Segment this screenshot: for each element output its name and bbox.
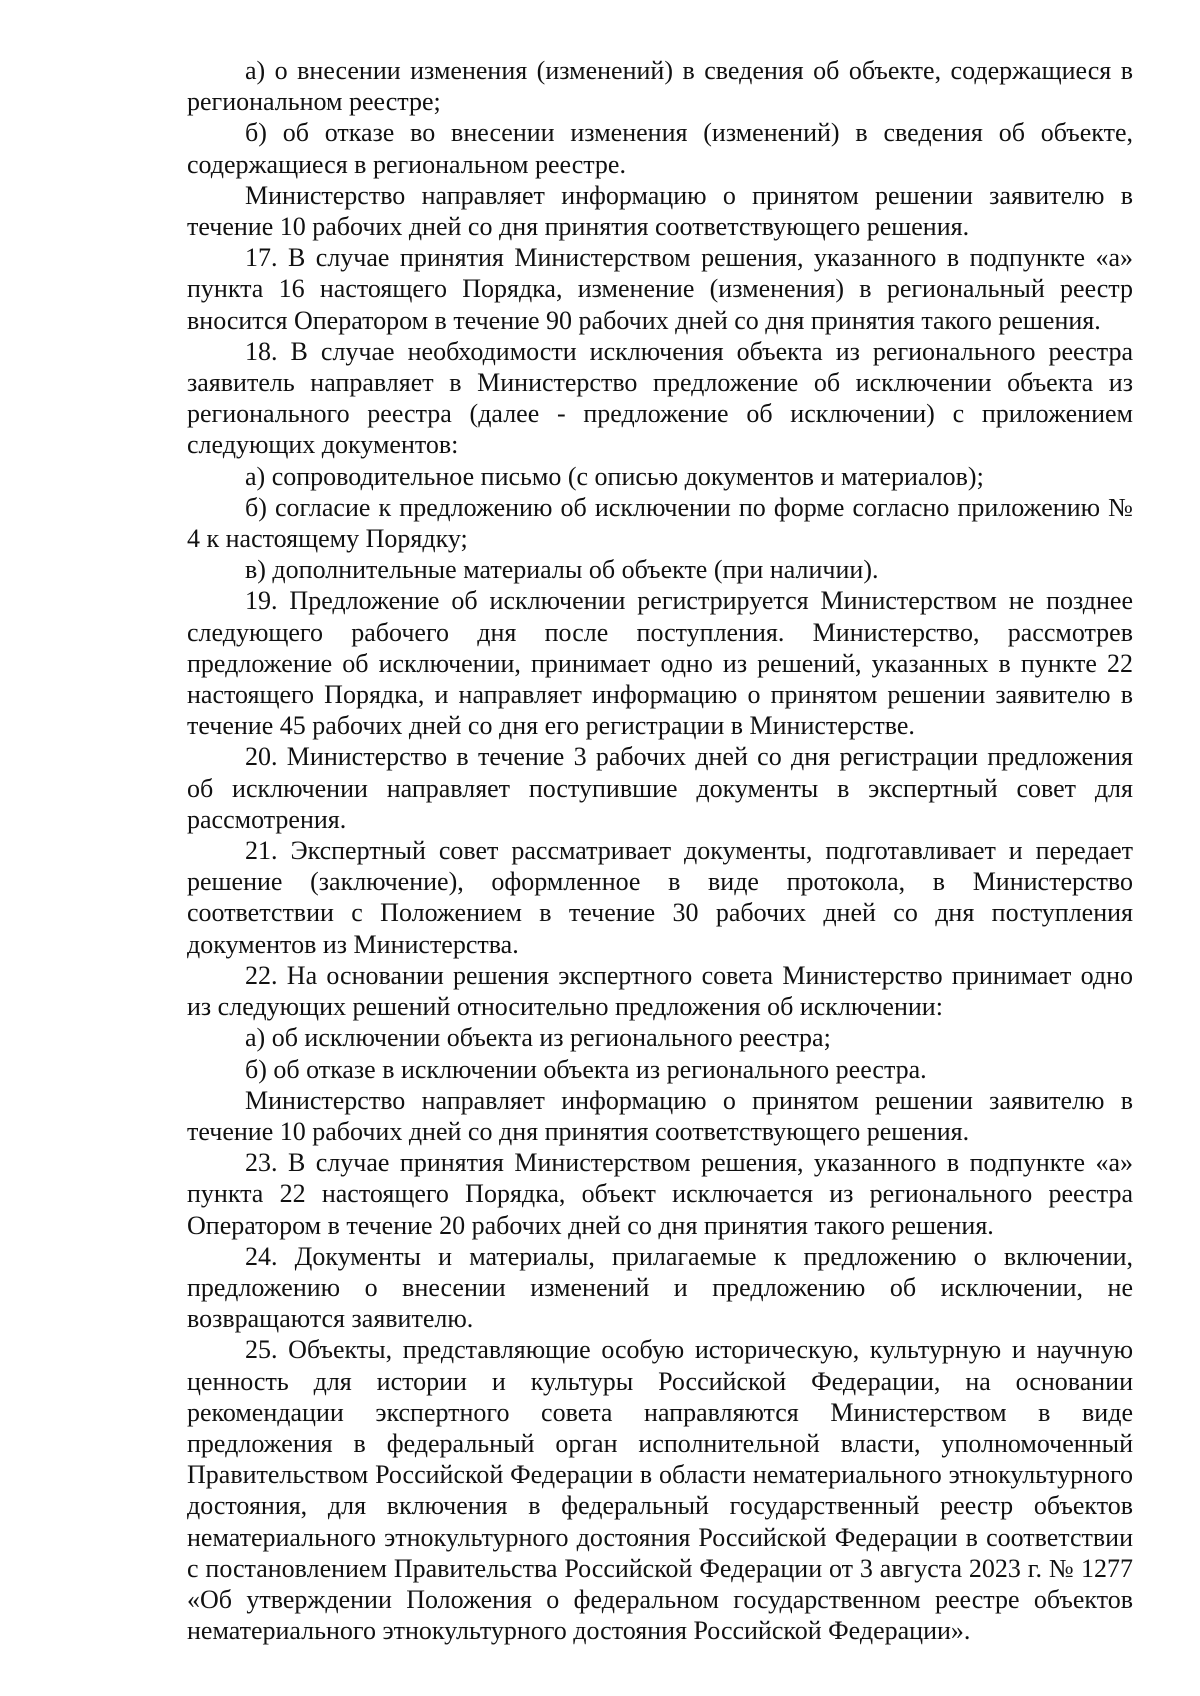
paragraph-21: 21. Экспертный совет рассматривает документы, подготавливает и передает решение (заключение), оформленное в виде протокола, в Министерство соответствии с Положением в течение 30 рабочих дней со дня поступления документов из Министерства. xyxy=(187,836,1133,959)
paragraph-item-b-refuse-amend: б) об отказе во внесении изменения (изменений) в сведения об объекте, содержащиеся в региональном реестре. xyxy=(187,118,1133,179)
paragraph-22-item-a: а) об исключении объекта из регионального реестра; xyxy=(245,1023,831,1053)
paragraph-18-item-c: в) дополнительные материалы об объекте (при наличии). xyxy=(245,555,879,585)
paragraph-notify-exclusion: Министерство направляет информацию о принятом решении заявителю в течение 10 рабочих дней со дня принятия соответствующего решения. xyxy=(187,1085,1133,1146)
paragraph-notify-amend: Министерство направляет информацию о принятом решении заявителю в течение 10 рабочих дней со дня принятия соответствующего решения. xyxy=(187,180,1133,242)
paragraph-18-item-b: б) согласие к предложению об исключении по форме согласно приложению № 4 к настоящему Порядку; xyxy=(187,492,1133,554)
paragraph-24: 24. Документы и материалы, прилагаемые к предложению о включении, предложению о внесении изменений и предложению об исключении, не возвращаются заявителю. xyxy=(187,1241,1133,1334)
document-body xyxy=(187,55,1133,1646)
paragraph-18-item-a: а) сопроводительное письмо (с описью документов и материалов); xyxy=(245,461,984,491)
paragraph-item-a-amend: а) о внесении изменения (изменений) в сведения об объекте, содержащиеся в региональном реестре; xyxy=(187,56,1133,117)
paragraph-22: 22. На основании решения экспертного совета Министерство принимает одно из следующих решений относительно предложения об исключении: xyxy=(187,960,1133,1022)
paragraph-22-item-b: б) об отказе в исключении объекта из регионального реестра. xyxy=(245,1054,927,1084)
paragraph-25: 25. Объекты, представляющие особую историческую, культурную и научную ценность для истории и культуры Российской Федерации, на основании рекомендации экспертного совета направляются Министерством в виде предложения в федеральный орган исполнительной власти, уполномоченный Правительством Российской Федерации в области нематериального этнокультурного достояния, для включения в федеральный государственный реестр объектов нематериального этнокультурного достояния Российской Федерации в соответствии с постановлением Правительства Российской Федерации от 3 августа 2023 г. № 1277 «Об утверждении Положения о федеральном государственном реестре объектов нематериального этнокультурного достояния Российской Федерации». xyxy=(187,1335,1133,1646)
paragraph-18: 18. В случае необходимости исключения объекта из регионального реестра заявитель направляет в Министерство предложение об исключении объекта из регионального реестра (далее - предложение об исключении) с приложением следующих документов: xyxy=(187,336,1133,460)
paragraph-19: 19. Предложение об исключении регистрируется Министерством не позднее следующего рабочего дня после поступления. Министерство, рассмотрев предложение об исключении, принимает одно из решений, указанных в пункте 22 настоящего Порядка, и направляет информацию о принятом решении заявителю в течение 45 рабочих дней со дня его регистрации в Министерстве. xyxy=(187,586,1133,741)
paragraph-23: 23. В случае принятия Министерством решения, указанного в подпункте «а» пункта 22 настоящего Порядка, объект исключается из регионального реестра Оператором в течение 20 рабочих дней со дня принятия такого решения. xyxy=(187,1148,1133,1240)
paragraph-20: 20. Министерство в течение 3 рабочих дней со дня регистрации предложения об исключении направляет поступившие документы в экспертный совет для рассмотрения. xyxy=(187,742,1133,834)
paragraph-17: 17. В случае принятия Министерством решения, указанного в подпункте «а» пункта 16 настоящего Порядка, изменение (изменения) в региональный реестр вносится Оператором в течение 90 рабочих дней со дня принятия такого решения. xyxy=(187,243,1133,335)
